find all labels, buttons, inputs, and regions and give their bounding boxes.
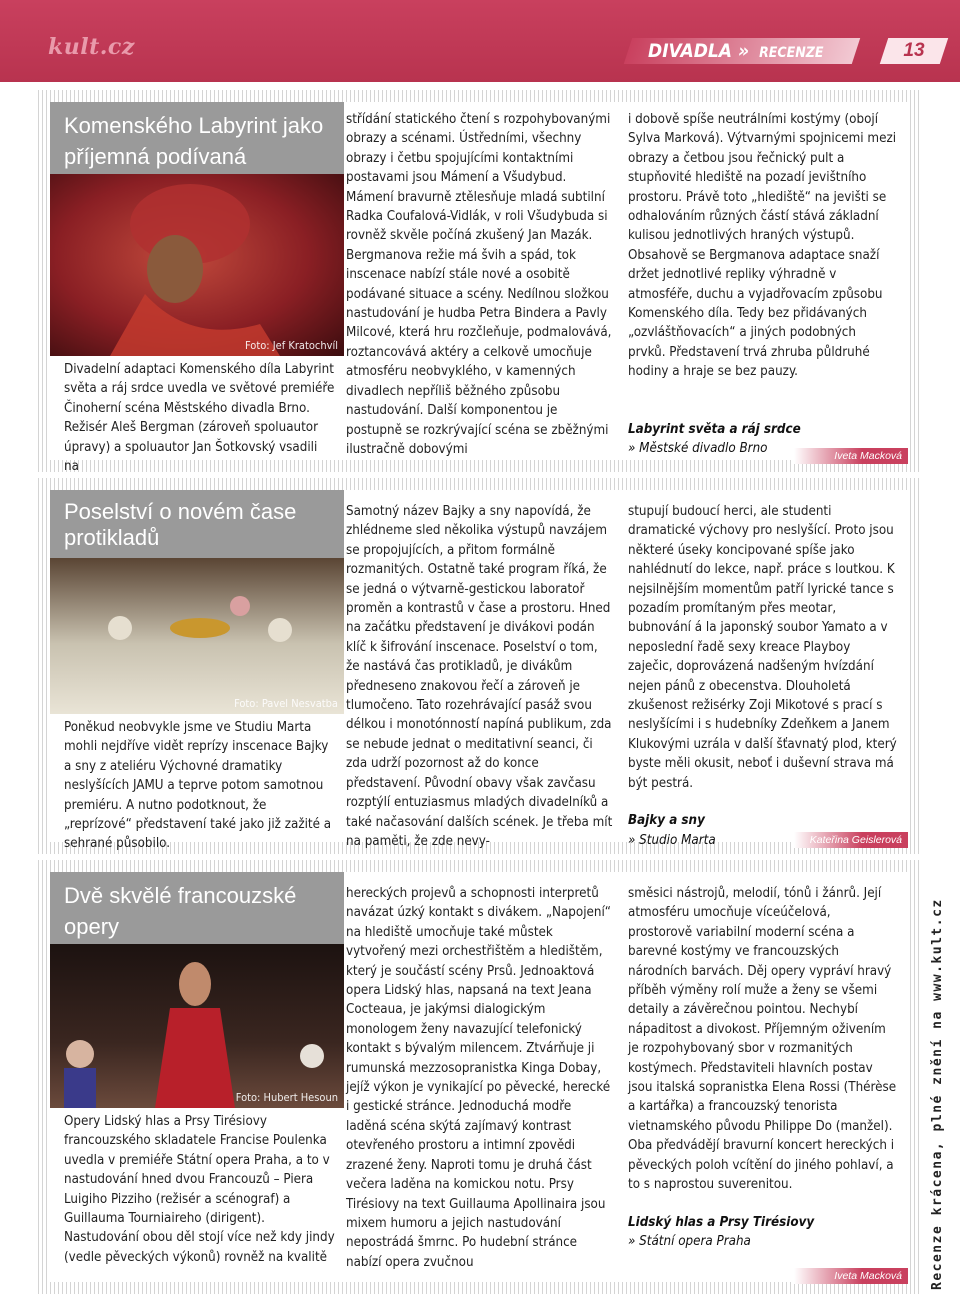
article-panel-labyrint: [38, 90, 922, 475]
photo-opery: [50, 944, 344, 1108]
author-badge: Kateřina Geislerová: [794, 832, 908, 848]
photo-credit: Foto: Pavel Nesvatba: [234, 697, 338, 710]
section-separator: »: [738, 40, 750, 62]
subsection-name: RECENZE: [759, 45, 824, 61]
article-caption: Divadelní adaptaci Komenského díla Labyrint světa a ráj srdce uvedla ve světové premiéře Činoherní scéna Městského divadla Brno. Režisér Aleš Bergman (zároveň spoluautor úpravy) a spoluautor Jan Šotkovský vsadili na: [64, 362, 335, 475]
article-column-2: střídání statického čtení s rozpohybovanými obrazy a scénami. Ústředními, všechny obrazy i četbu spojujícími kontaktními postavami jsou Mámení a Všudybud. Mámení bravurně ztělesňuje mladá subtilní Radka Coufalová-Vidlák, v roli Všudybuda si rovněž skvěle počíná zkušený Jan Mazák. Bergmanova režie má švih a spád, tok inscenace nabízí stále nové a osobitě podávané situace a scény. Nedílnou složkou nastudování je hudba Petra Bindera a Pavly Milcové, která hru rozčleňuje, podmalovává, roztancovává aktéry a celkově umocňuje atmosféru neobvyklého, v kamenných divadlech nepříliš běžného způsobu nastudování. Další komponentou je postupně se rozkrývající scéna se zběžnými ilustračně dobovými: [346, 112, 612, 457]
article-column-2: Samotný název Bajky a sny napovídá, že zhlédneme sled několika výstupů navzájem se propojujících, a přitom formálně rozmanitých. Ostatně také program říká, že se jedná o výtvarně-gestickou laboratoř proměn a kontrastů v čase a prostoru. Hned na začátku představení je divákovi podán klíč k šifrování inscenace. Poselství o tom, že nastává čas protikladů, je divákům předneseno znakovou řečí a zároveň je tlumočeno. Tato rozehrávající pasáž svou délkou i monotónností napíná publikum, zda se nebude jednat o meditativní seanci, či zda udrží pozornost až do konce představení. Původní obavy však zavčasu rozptýlí entuziasmus mladých divadelníků a také načasování dalších scének. Je třeba mít na paměti, že zde nevy-: [346, 504, 613, 849]
photo-credit: Foto: Hubert Hesoun: [235, 1091, 338, 1104]
play-venue: » Studio Marta: [628, 832, 716, 848]
column-text: směsici nástrojů, melodií, tónů i žánrů. Její atmosféru umocňuje víceúčelová, prostorově variabilní moderní scéna a barevné kostýmy ve francouzských národních barvách. Děj opery vypráví hravý příběh výměny rolí muže a ženy se všemi detaily a závěrečnou pointou. Nechybí nápaditost a divokost. Příjemným oživením je rozpohybovaný sbor v rozmanitých kostýmech. Představiteli hlavních postav jsou italská sopranistka Elena Rossi (Thérèse a kartářka) a francouzský tenorista vietnamského původu Philippe Do (manžel). Oba předvádějí bravurní koncert hereckých i pěveckých poloh vcítění do jiného pohlaví, a to s naprostou suverenitou.: [628, 886, 897, 1193]
column-text: i dobově spíše neutrálními kostýmy (obojí Sylva Marková). Výtvarnými spojnicemi mezi obrazy a četbou jsou řečnický pult a stupňovité hlediště na pozadí jevištního prostoru. Právě toto „hlediště“ na jevišti se odhalováním různých částí stává základní kulisou jednotlivých hraných výstupů. Obsahově se Bergmanova adaptace snaží držet jednotlivé repliky výhradně v atmosféře, duchu a vyjadřovacím způsobu Komenského díla. Tedy bez přidávaných „ozvláštňovacích“ a jiných podobných prvků. Představení trvá zhruba půldruhé hodiny a hraje se bez pauzy.: [628, 112, 897, 380]
play-title: Bajky a sny: [628, 813, 705, 829]
play-venue: » Městské divadlo Brno: [628, 441, 768, 457]
photo-illustration: [50, 558, 344, 714]
photo-illustration: [50, 944, 344, 1108]
photo-credit: Foto: Jef Kratochvíl: [244, 339, 338, 352]
article-panel-opery: [38, 860, 922, 1294]
play-venue: » Státní opera Praha: [628, 1233, 751, 1249]
article-body: [50, 490, 910, 852]
play-title: Labyrint světa a ráj srdce: [628, 421, 801, 437]
article-title: Poselství o novém čase protikladů: [50, 490, 344, 558]
vertical-note: Recenze krácena, plné znění na www.kult.cz: [930, 898, 945, 1290]
article-body: [50, 872, 910, 1282]
photo-bajky: [50, 558, 344, 714]
page-number: 13: [903, 40, 925, 61]
column-text: stupují budoucí herci, ale studenti dramatické výchovy pro neslyšící. Proto jsou některé úseky koncipované spíše jako nahlédnutí do lekce, např. práce s loutkou. K nejsilnějším momentům patří lyrické tance s pozadím promítaným přes meotar, bubnování á la japonský soubor Yamato a v neposlední řadě sexy kreace Playboy zaječic, doprovázená nadšeným hvízdání nejen pánů z obecenstva. Dlouholetá zkušenost režisérky Zoji Mikotové s prací s neslyšícími i s hudebníky Zdeňkem a Janem Klukovými uzrála v další šťavnatý plod, který byste měli okusit, neboť i duševní strava má být pestrá.: [628, 504, 897, 791]
article-column-3: [628, 110, 897, 459]
article-column-3: [628, 502, 897, 850]
site-logo[interactable]: kult.cz: [48, 34, 135, 60]
article-column-2: hereckých projevů a schopnosti interpretů navázat úzký kontakt s divákem. „Napojení“ na hlediště umocňuje také můstek vytvořený mezi orchestřištěm a hledištěm, který je součástí scény Prsů. Jednoaktová opera Lidský hlas, napsaná na text Jeana Cocteaua, je jakýmsi dialogickým monologem ženy navazující telefonický kontakt s bývalým milencem. Ztvárňuje ji rumunská mezzosopranistka Kinga Dobay, jejíž výkon je vynikající po pěvecké, herecké i gestické stránce. Jednoduchá modře laděná scéna skýtá zajímavý kontrast otevřeného prostoru a intimní zpovědi zrazené ženy. Naproti tomu je druhá část večera laděna na komickou notu. Prsy Tirésiovy na text Guillauma Apollinaira jsou mixem humoru a jejich nastudování nepostrádá šmrnc. Po hudební stránce nabízí opera zvučnou: [346, 886, 611, 1270]
play-title: Lidský hlas a Prsy Tirésiovy: [628, 1214, 815, 1230]
article-column-3: [628, 884, 897, 1251]
article-caption: Poněkud neobvykle jsme ve Studiu Marta mohli nejdříve vidět reprízy inscenace Bajky a sny z ateliéru Výchovné dramatiky neslyšících JAMU a teprve potom samotnou premiéru. A nutno podotknout, že „reprízové“ představení také jako již zažité a sehrané působilo.: [64, 720, 332, 852]
article-title: Komenského Labyrint jako příjemná podívaná: [50, 102, 344, 174]
author-badge: Iveta Macková: [794, 1268, 908, 1284]
section-name: DIVADLA: [648, 40, 733, 62]
photo-labyrint: [50, 174, 344, 356]
article-panel-bajky: [38, 478, 922, 854]
article-body: [50, 102, 910, 475]
photo-illustration: [50, 174, 344, 356]
author-badge: Iveta Macková: [794, 448, 908, 464]
section-label: [648, 38, 824, 64]
article-title: Dvě skvělé francouzské opery: [50, 872, 344, 944]
article-caption: Opery Lidský hlas a Prsy Tirésiovy francouzského skladatele Francise Poulenka uvedla v premiéře Státní opera Praha, a to v nastudování hned dvou Francouzů – Piera Luigiho Pizziho (režisér a scénograf) a Guillauma Tourniaireho (dirigent). Nastudování obou děl stojí více než kdy jindy (vedle pěveckých výkonů) rovněž na kvalitě: [64, 1114, 335, 1265]
